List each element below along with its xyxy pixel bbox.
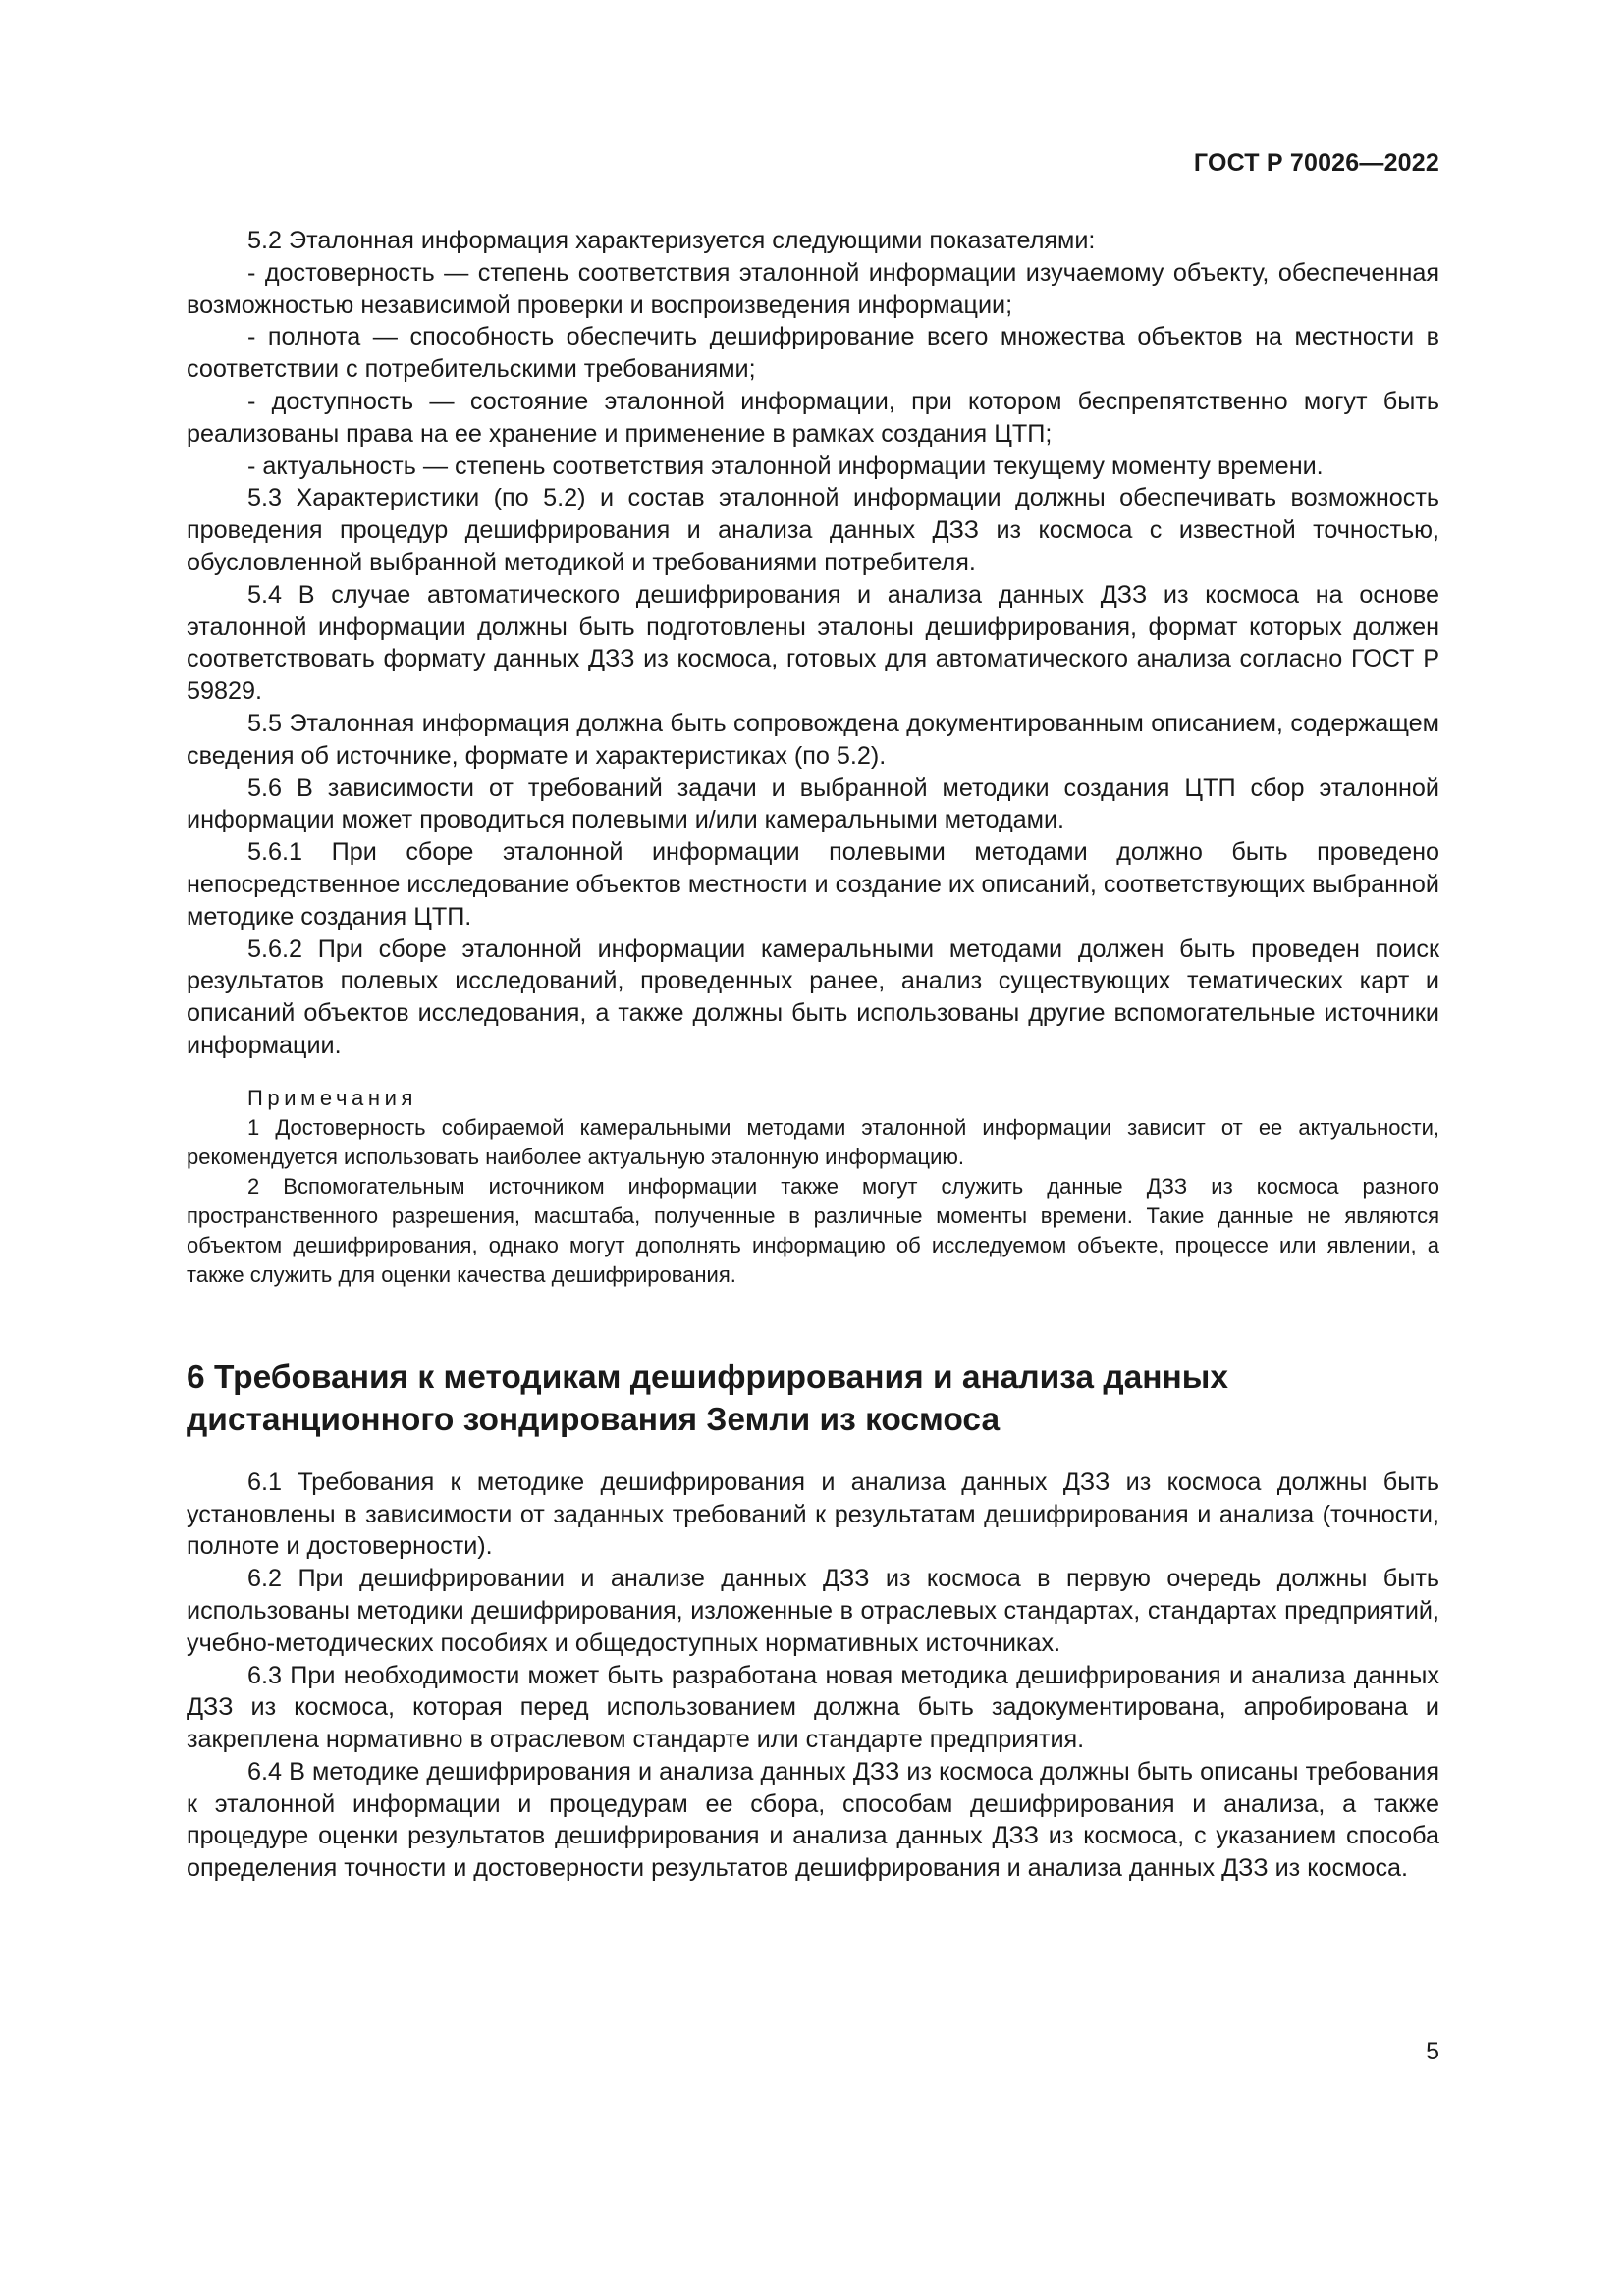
paragraph-6-4: 6.4 В методике дешифрирования и анализа данных ДЗЗ из космоса должны быть описаны требования к эталонной информации и процедурам ее сбора, способам дешифрирования и анализа, а также процедуре оценки результатов дешифрирования и анализа данных ДЗЗ из космоса, с указанием способа определения точности и достоверности результатов дешифрирования и анализа данных ДЗЗ из космоса. xyxy=(187,1757,1439,1883)
notes-title: Примечания xyxy=(247,1085,418,1110)
paragraph-5-4: 5.4 В случае автоматического дешифрирования и анализа данных ДЗЗ из космоса на основе эталонной информации должны быть подготовлены эталоны дешифрирования, формат которых должен соответствовать формату данных ДЗЗ из космоса, готовых для автоматического анализа согласно ГОСТ Р 59829. xyxy=(187,580,1439,706)
paragraph-5-6-2: 5.6.2 При сборе эталонной информации камеральными методами должен быть проведен поиск результатов полевых исследований, проведенных ранее, анализ существующих тематических карт и описаний объектов исследования, а также должны быть использованы другие вспомогательные источники информации. xyxy=(187,934,1439,1059)
section-6-body xyxy=(187,1467,1439,1885)
list-item-reliability: - достоверность — степень соответствия эталонной информации изучаемому объекту, обеспеченная возможностью независимой проверки и воспроизведения информации; xyxy=(187,258,1439,319)
paragraph-6-3: 6.3 При необходимости может быть разработана новая методика дешифрирования и анализа данных ДЗЗ из космоса, которая перед использованием должна быть задокументирована, апробирована и закреплена нормативно в отраслевом стандарте или стандарте предприятия. xyxy=(187,1661,1439,1754)
list-item-relevance: - актуальность — степень соответствия эталонной информации текущему моменту времени. xyxy=(247,452,1324,480)
paragraph-5-3: 5.3 Характеристики (по 5.2) и состав эталонной информации должны обеспечивать возможность проведения процедур дешифрирования и анализа данных ДЗЗ из космоса с известной точностью, обусловленной выбранной методикой и требованиями потребителя. xyxy=(187,484,1439,576)
document-id-header: ГОСТ Р 70026—2022 xyxy=(1193,149,1439,177)
page-number: 5 xyxy=(1426,2038,1439,2065)
paragraph-6-1: 6.1 Требования к методике дешифрирования и анализа данных ДЗЗ из космоса должны быть установлены в зависимости от заданных требований к результатам дешифрирования и анализа (точности, полноте и достоверности). xyxy=(187,1468,1439,1561)
list-item-accessibility: - доступность — состояние эталонной информации, при котором беспрепятственно могут быть реализованы права на ее хранение и применение в рамках создания ЦТП; xyxy=(187,387,1439,448)
paragraph-5-5: 5.5 Эталонная информация должна быть сопровождена документированным описанием, содержащем сведения об источнике, формате и характеристиках (по 5.2). xyxy=(187,709,1439,770)
paragraph-5-2: 5.2 Эталонная информация характеризуется следующими показателями: xyxy=(247,227,1096,254)
notes-block xyxy=(187,1084,1439,1290)
paragraph-6-2: 6.2 При дешифрировании и анализе данных ДЗЗ из космоса в первую очередь должны быть использованы методики дешифрирования, изложенные в отраслевых стандартах, стандартах предприятий, учебно-методических пособиях и общедоступных нормативных источниках. xyxy=(187,1565,1439,1657)
note-1: 1 Достоверность собираемой камеральными методами эталонной информации зависит от ее актуальности, рекомендуется использовать наиболее актуальную эталонную информацию. xyxy=(187,1114,1439,1169)
paragraph-5-6: 5.6 В зависимости от требований задачи и выбранной методики создания ЦТП сбор эталонной информации может проводиться полевыми и/или камеральными методами. xyxy=(187,774,1439,834)
note-2: 2 Вспомогательным источником информации также могут служить данные ДЗЗ из космоса разного пространственного разрешения, масштаба, полученные в различные моменты времени. Такие данные не являются объектом дешифрирования, однако могут дополнять информацию об исследуемом объекте, процессе или явлении, а также служить для оценки качества дешифрирования. xyxy=(187,1173,1439,1287)
section-5-body xyxy=(187,225,1439,1062)
list-item-completeness: - полнота — способность обеспечить дешифрирование всего множества объектов на местности в соответствии с потребительскими требованиями; xyxy=(187,323,1439,384)
paragraph-5-6-1: 5.6.1 При сборе эталонной информации полевыми методами должно быть проведено непосредственное исследование объектов местности и создание их описаний, соответствующих выбранной методике создания ЦТП. xyxy=(187,838,1439,931)
section-6-heading: 6 Требования к методикам дешифрирования и анализа данных дистанционного зондирования Земли из космоса xyxy=(187,1359,1228,1438)
page-content xyxy=(187,225,1439,1885)
